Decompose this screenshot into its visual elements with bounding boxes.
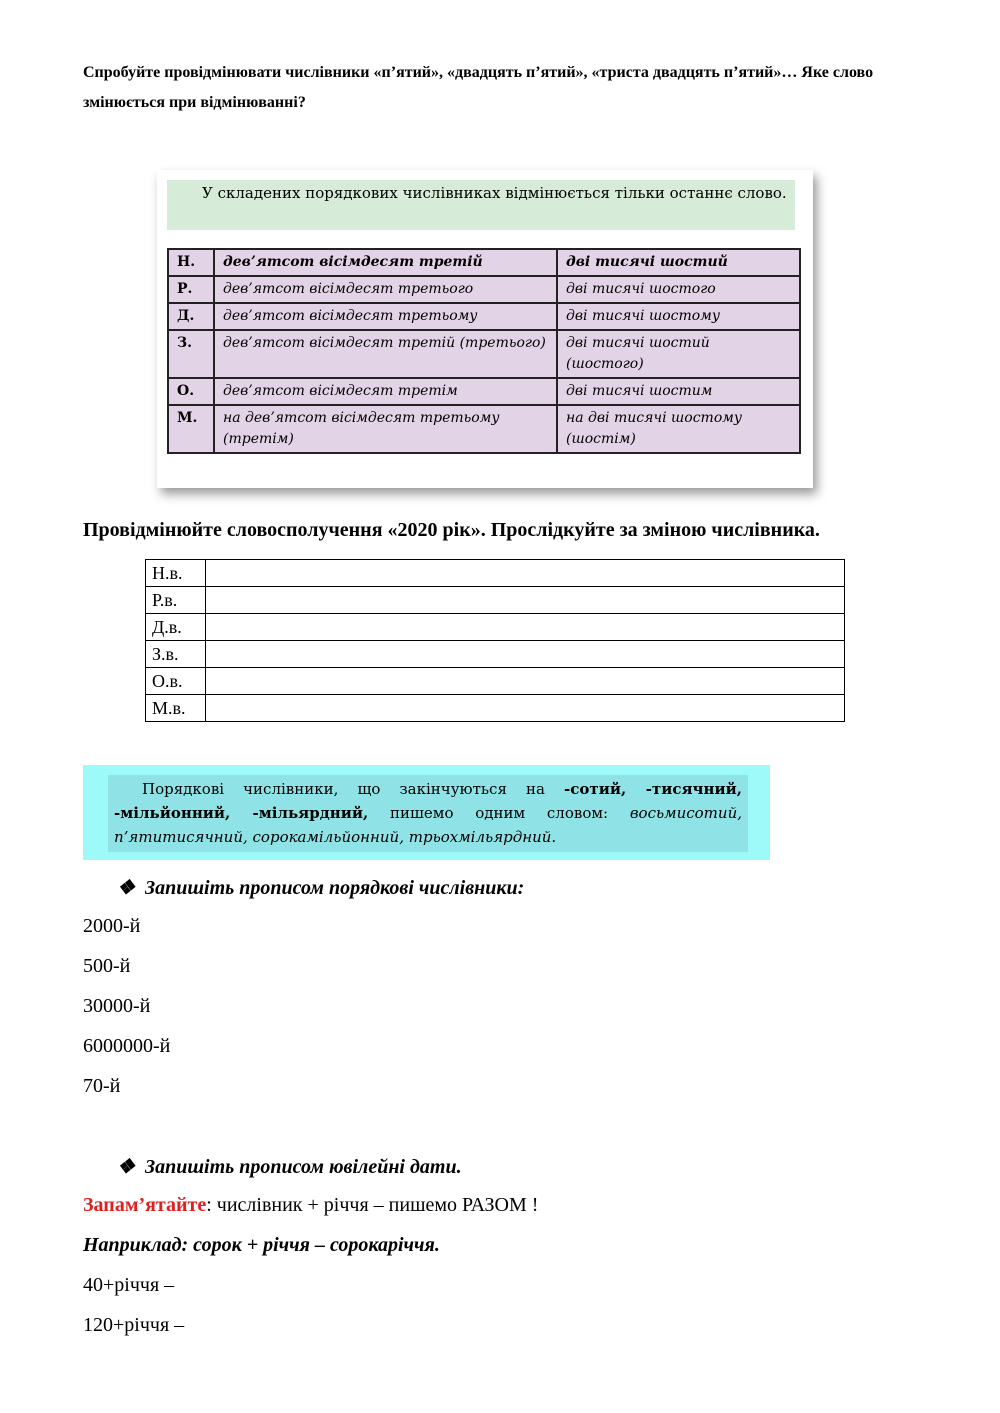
case-label: З. — [168, 330, 214, 378]
declension-row — [168, 249, 800, 276]
rule-mid: пишемо одним словом: — [368, 804, 630, 822]
table-row — [146, 668, 845, 695]
answer-cell[interactable] — [206, 695, 845, 722]
intro-question: Спробуйте провідмінювати числівники «п’ятий», «двадцять п’ятий», «триста двадцять п’ятий»… Яке слово змінюється при відмінюванні? — [83, 64, 874, 111]
example-b: дві тисячі шостий — [557, 249, 800, 276]
declension-row — [168, 303, 800, 330]
case-label: Д.в. — [146, 614, 206, 641]
answer-cell[interactable] — [206, 668, 845, 695]
example-b: дві тисячі шостому — [557, 303, 800, 330]
table-row — [146, 560, 845, 587]
table-row — [146, 695, 845, 722]
table-row — [146, 587, 845, 614]
ordinal-number: 2000-й — [83, 915, 141, 937]
example-b: дві тисячі шостим — [557, 378, 800, 405]
case-label: М.в. — [146, 695, 206, 722]
rule-image — [157, 170, 813, 488]
example-a: дев’ятсот вісімдесят третій — [214, 249, 557, 276]
declension-row — [168, 276, 800, 303]
example-a: дев’ятсот вісімдесят третього — [214, 276, 557, 303]
ordinal-number: 6000000-й — [83, 1035, 171, 1057]
diamond-bullet-icon: ❖ — [117, 877, 135, 899]
task-heading-2020: Провідмінюйте словосполучення «2020 рік». Прослідкуйте за зміною числівника. — [83, 519, 820, 541]
spelling-rule-text — [108, 775, 748, 852]
task-anniversary-text: Запишіть прописом ювілейні дати. — [144, 1156, 462, 1178]
ordinal-number: 500-й — [83, 955, 131, 977]
remember-line — [83, 1194, 538, 1217]
task-ordinals — [117, 875, 524, 900]
rule-text — [167, 180, 795, 230]
answer-cell[interactable] — [206, 587, 845, 614]
task-ordinals-text: Запишіть прописом порядкові числівники: — [144, 877, 525, 899]
table-row — [146, 614, 845, 641]
declension-row — [168, 378, 800, 405]
diamond-bullet-icon: ❖ — [117, 1156, 135, 1178]
answer-cell[interactable] — [206, 614, 845, 641]
example-a: дев’ятсот вісімдесят третій (третього) — [214, 330, 557, 378]
case-label: М. — [168, 405, 214, 453]
example-line: Наприклад: сорок + річчя – сорокаріччя. — [83, 1234, 440, 1256]
rule-text-content: У складених порядкових числівниках відмінюється тільки останнє слово. — [202, 184, 787, 202]
example-b: дві тисячі шостий (шостого) — [557, 330, 800, 378]
case-label: Н.в. — [146, 560, 206, 587]
ordinal-number: 30000-й — [83, 995, 151, 1017]
rule-suffixes: -сотий, -тисячний, -мільйонний, -мільярдний, — [114, 780, 742, 822]
ordinal-number: 70-й — [83, 1075, 121, 1097]
example-a: на дев’ятсот вісімдесят третьому (третім) — [214, 405, 557, 453]
case-label: О.в. — [146, 668, 206, 695]
table-row — [146, 641, 845, 668]
example-b: на дві тисячі шостому (шостім) — [557, 405, 800, 453]
remember-label: Запам’ятайте — [83, 1194, 207, 1216]
spelling-rule-box — [83, 765, 770, 860]
task-anniversary — [117, 1154, 462, 1179]
rule-start: Порядкові числівники, що закінчуються на — [142, 780, 565, 798]
anniversary-exercise: 120+річчя – — [83, 1314, 185, 1336]
case-label: О. — [168, 378, 214, 405]
example-a: дев’ятсот вісімдесят третім — [214, 378, 557, 405]
declension-row — [168, 405, 800, 453]
anniversary-exercise: 40+річчя – — [83, 1274, 175, 1296]
declension-row — [168, 330, 800, 378]
example-a: дев’ятсот вісімдесят третьому — [214, 303, 557, 330]
case-label: З.в. — [146, 641, 206, 668]
case-label: Н. — [168, 249, 214, 276]
declension-example-table — [167, 248, 801, 454]
remember-text: : числівник + річчя – пишемо РАЗОМ ! — [206, 1194, 539, 1216]
declension-fill-table — [145, 559, 845, 722]
case-label: Р.в. — [146, 587, 206, 614]
answer-cell[interactable] — [206, 641, 845, 668]
answer-cell[interactable] — [206, 560, 845, 587]
rule-examples: восьмисотий, п’ятитисячний, сорокамільйонний, трьохмільярдний. — [114, 804, 742, 846]
case-label: Р. — [168, 276, 214, 303]
example-b: дві тисячі шостого — [557, 276, 800, 303]
case-label: Д. — [168, 303, 214, 330]
